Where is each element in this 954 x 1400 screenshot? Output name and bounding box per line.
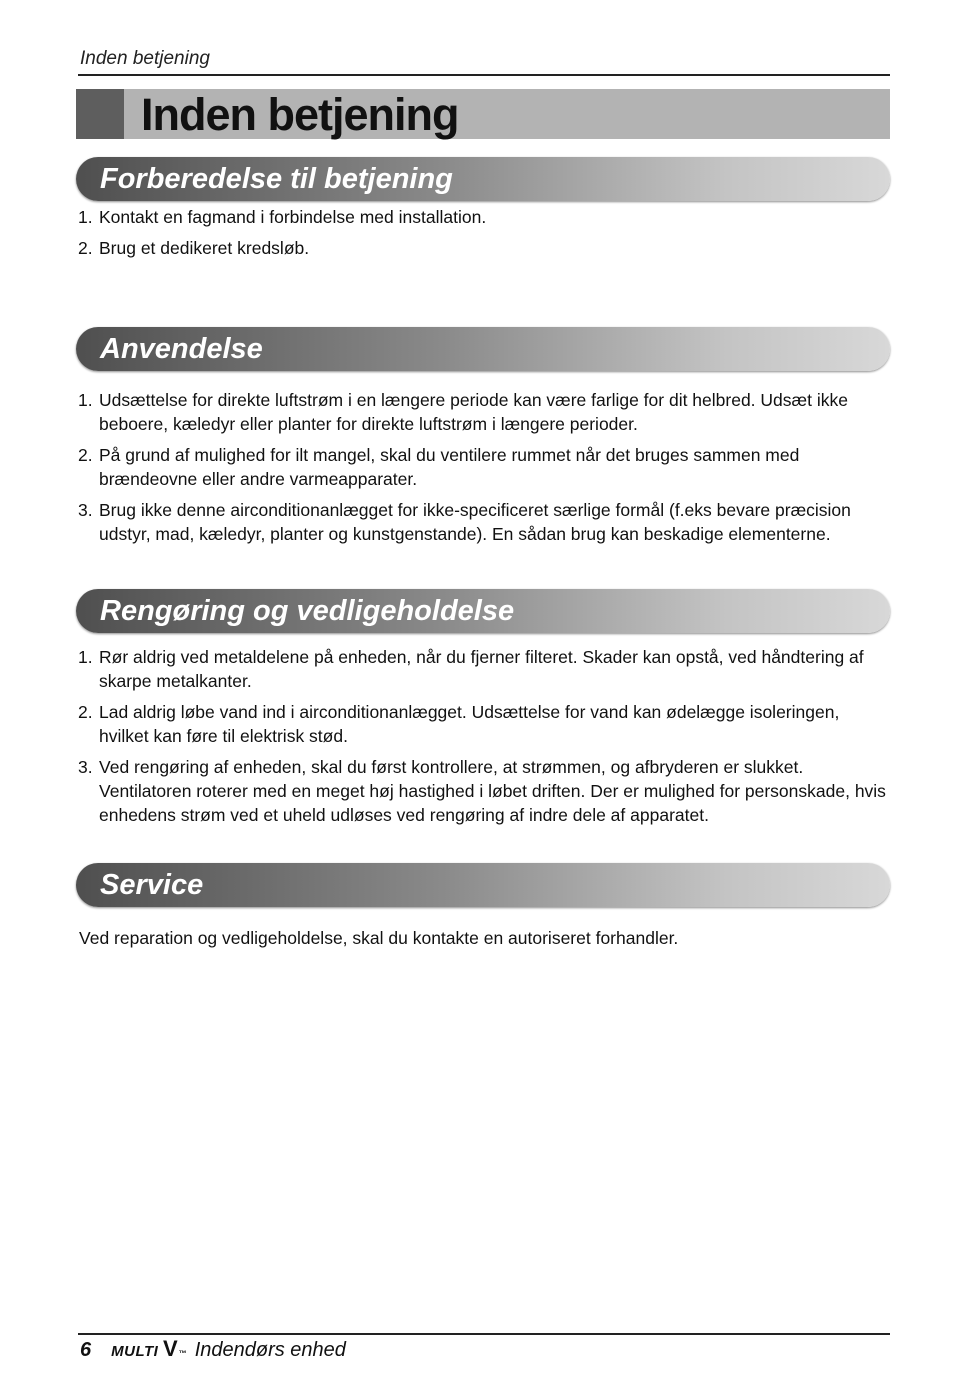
section-title: Service [100,869,204,901]
item-number: 1. [78,647,93,667]
page-footer [80,1337,346,1361]
forberedelse-list [78,205,890,267]
page-number: 6 [80,1339,92,1361]
section-header-forberedelse [76,157,890,201]
list-item [78,645,890,693]
item-number: 2. [78,238,93,258]
list-item [78,443,890,491]
running-header: Inden betjening [80,48,210,69]
section-title: Anvendelse [100,333,263,365]
section-header-anvendelse [76,327,890,371]
item-number: 1. [78,207,93,227]
list-item [78,388,890,436]
list-item [78,755,890,827]
title-block-decoration [76,89,124,139]
section-header-rengoring [76,589,890,633]
footer-text: Indendørs enhed [194,1339,346,1361]
item-text: Kontakt en fagmand i forbindelse med installation. [99,207,487,227]
item-number: 2. [78,702,93,722]
item-number: 1. [78,390,93,410]
rengoring-list [78,645,890,834]
section-title: Forberedelse til betjening [100,163,453,195]
page-title: Inden betjening [141,89,459,140]
item-number: 2. [78,445,93,465]
header-rule [78,74,890,76]
item-text: Udsættelse for direkte luftstrøm i en længere periode kan være farlige for dit helbred. Udsæt ikke beboere, kæledyr eller planter for direkte luftstrøm i længere perioder. [99,390,848,434]
item-text: Lad aldrig løbe vand ind i airconditionanlægget. Udsættelse for vand kan ødelægge isoleringen, hvilket kan føre til elektrisk stød. [99,702,840,746]
item-text: Rør aldrig ved metaldelene på enheden, når du fjerner filteret. Skader kan opstå, ved håndtering af skarpe metalkanter. [99,647,864,691]
footer-rule [78,1333,890,1335]
section-header-service [76,863,890,907]
brand-logo [111,1336,189,1361]
list-item [78,498,890,546]
item-text: Ved rengøring af enheden, skal du først kontrollere, at strømmen, og afbryderen er slukket. Ventilatoren roterer med en meget høj hastighed i løbet driften. Der er mulighed for personskade, hvis enhedens strøm ved et uheld udløses ved rengøring af indre dele af apparatet. [99,757,886,825]
anvendelse-list [78,388,890,553]
service-paragraph: Ved reparation og vedligeholdelse, skal du kontakte en autoriseret forhandler. [79,928,679,948]
list-item [78,236,890,260]
list-item [78,700,890,748]
item-number: 3. [78,757,93,777]
list-item [78,205,890,229]
brand-name: MULTI [111,1343,159,1360]
section-title: Rengøring og vedligeholdelse [100,595,515,627]
item-text: På grund af mulighed for ilt mangel, skal du ventilere rummet når det bruges sammen med brændeovne eller andre varmeapparater. [99,445,800,489]
item-text: Brug ikke denne airconditionanlægget for ikke-specificeret særlige formål (f.eks bevare præcision udstyr, mad, kæledyr, planter og kunstgenstande). En sådan brug kan beskadige elementerne. [99,500,851,544]
brand-v: V [163,1336,179,1361]
trademark-mark: ™ [178,1349,187,1358]
item-text: Brug et dedikeret kredsløb. [99,238,310,258]
item-number: 3. [78,500,93,520]
page-title-bar [76,89,890,139]
